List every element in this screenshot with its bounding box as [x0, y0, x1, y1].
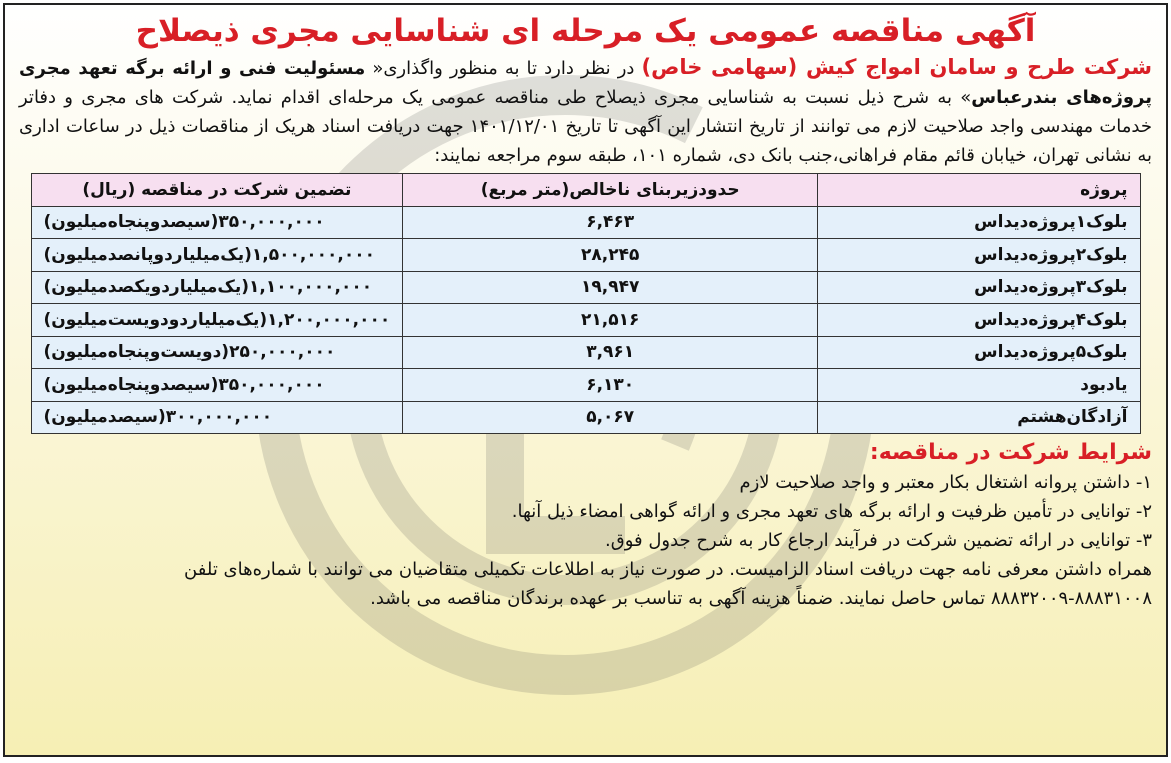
cell-project: بلوک۴پروژه‌دیداس [818, 304, 1140, 337]
cell-bond: ۳۰۰,۰۰۰,۰۰۰(سیصدمیلیون) [31, 401, 403, 434]
cell-area: ۶,۱۳۰ [403, 369, 818, 402]
table-row [31, 239, 1140, 272]
table-row [31, 369, 1140, 402]
cell-area: ۵,۰۶۷ [403, 401, 818, 434]
conditions-title: شرایط شرکت در مناقصه: [869, 440, 1152, 465]
cell-project: بلوک۳پروژه‌دیداس [818, 271, 1140, 304]
intro-paragraph [19, 53, 1152, 170]
cell-area: ۲۱,۵۱۶ [403, 304, 818, 337]
tender-subject: مسئولیت فنی و ارائه برگه تعهد مجری پروژه‌های بندرعباس [19, 58, 1152, 108]
condition-item: ۳- توانایی در ارائه تضمین شرکت در فرآیند ارجاع کار به شرح جدول فوق. [605, 530, 1152, 551]
condition-item: ۱- داشتن پروانه اشتغال بکار معتبر و واجد صلاحیت لازم [739, 472, 1152, 493]
cell-project: آزادگان‌هشتم [818, 401, 1140, 434]
header-project: پروژه [818, 174, 1140, 207]
cell-project: بلوک۵پروژه‌دیداس [818, 336, 1140, 369]
table-row [31, 401, 1140, 434]
table-row [31, 304, 1140, 337]
cell-area: ۳,۹۶۱ [403, 336, 818, 369]
table-header-row [31, 174, 1140, 207]
intro-text-part1: در نظر دارد تا به منظور واگذاری« [365, 58, 642, 79]
cell-area: ۲۸,۲۴۵ [403, 239, 818, 272]
intro-text-part2: » به شرح ذیل نسبت به شناسایی مجری ذیصلاح طی مناقصه عمومی یک مرحله‌ای اقدام نماید. شرکت های مجری و دفاتر خدمات مهندسی واجد صلاحیت لازم می توانند از تاریخ انتشار این آگهی تا تاریخ ۱۴۰۱/۱۲/۰۱ جهت دریافت اسناد هریک از مناقصات ذیل در ساعات اداری به نشانی تهران، خیابان قائم مقام فراهانی،جنب بانک دی، شماره ۱۰۱، طبقه سوم مراجعه نمایند: [19, 87, 1152, 166]
cell-project: یادبود [818, 369, 1140, 402]
cell-area: ۱۹,۹۴۷ [403, 271, 818, 304]
header-area: حدودزیربنای ناخالص(متر مربع) [403, 174, 818, 207]
cell-project: بلوک۱پروژه‌دیداس [818, 206, 1140, 239]
cell-bond: ۳۵۰,۰۰۰,۰۰۰(سیصدوپنجاه‌میلیون) [31, 206, 403, 239]
header-bond: تضمین شرکت در مناقصه (ریال) [31, 174, 403, 207]
company-name: شرکت طرح و سامان امواج کیش (سهامی خاص) [641, 55, 1152, 79]
cell-bond: ۲۵۰,۰۰۰,۰۰۰(دویست‌وپنجاه‌میلیون) [31, 336, 403, 369]
cell-bond: ۱,۵۰۰,۰۰۰,۰۰۰(یک‌میلیاردوپانصدمیلیون) [31, 239, 403, 272]
cell-project: بلوک۲پروژه‌دیداس [818, 239, 1140, 272]
cell-bond: ۳۵۰,۰۰۰,۰۰۰(سیصدوپنجاه‌میلیون) [31, 369, 403, 402]
table-row [31, 206, 1140, 239]
cell-bond: ۱,۲۰۰,۰۰۰,۰۰۰(یک‌میلیاردودویست‌میلیون) [31, 304, 403, 337]
contact-footer: همراه داشتن معرفی نامه جهت دریافت اسناد الزامیست. در صورت نیاز به اطلاعات تکمیلی متقاضیان می توانند با شماره‌های تلفن ۸۸۸۳۱۰۰۸-۸۸۸۳۲۰۰۹ تماس حاصل نمایند. ضمناً هزینه آگهی به تناسب بر عهده برندگان مناقصه می باشد. [184, 559, 1152, 609]
condition-item: ۲- توانایی در تأمین ظرفیت و ارائه برگه های تعهد مجری و ارائه گواهی امضاء ذیل آنها. [511, 501, 1152, 522]
tender-advertisement [3, 3, 1168, 757]
tender-table [31, 173, 1141, 434]
ad-title: آگهی مناقصه عمومی یک مرحله ای شناسایی مجری ذیصلاح [135, 13, 1036, 49]
table-row [31, 336, 1140, 369]
table-row [31, 271, 1140, 304]
cell-area: ۶,۴۶۳ [403, 206, 818, 239]
cell-bond: ۱,۱۰۰,۰۰۰,۰۰۰(یک‌میلیاردویکصدمیلیون) [31, 271, 403, 304]
